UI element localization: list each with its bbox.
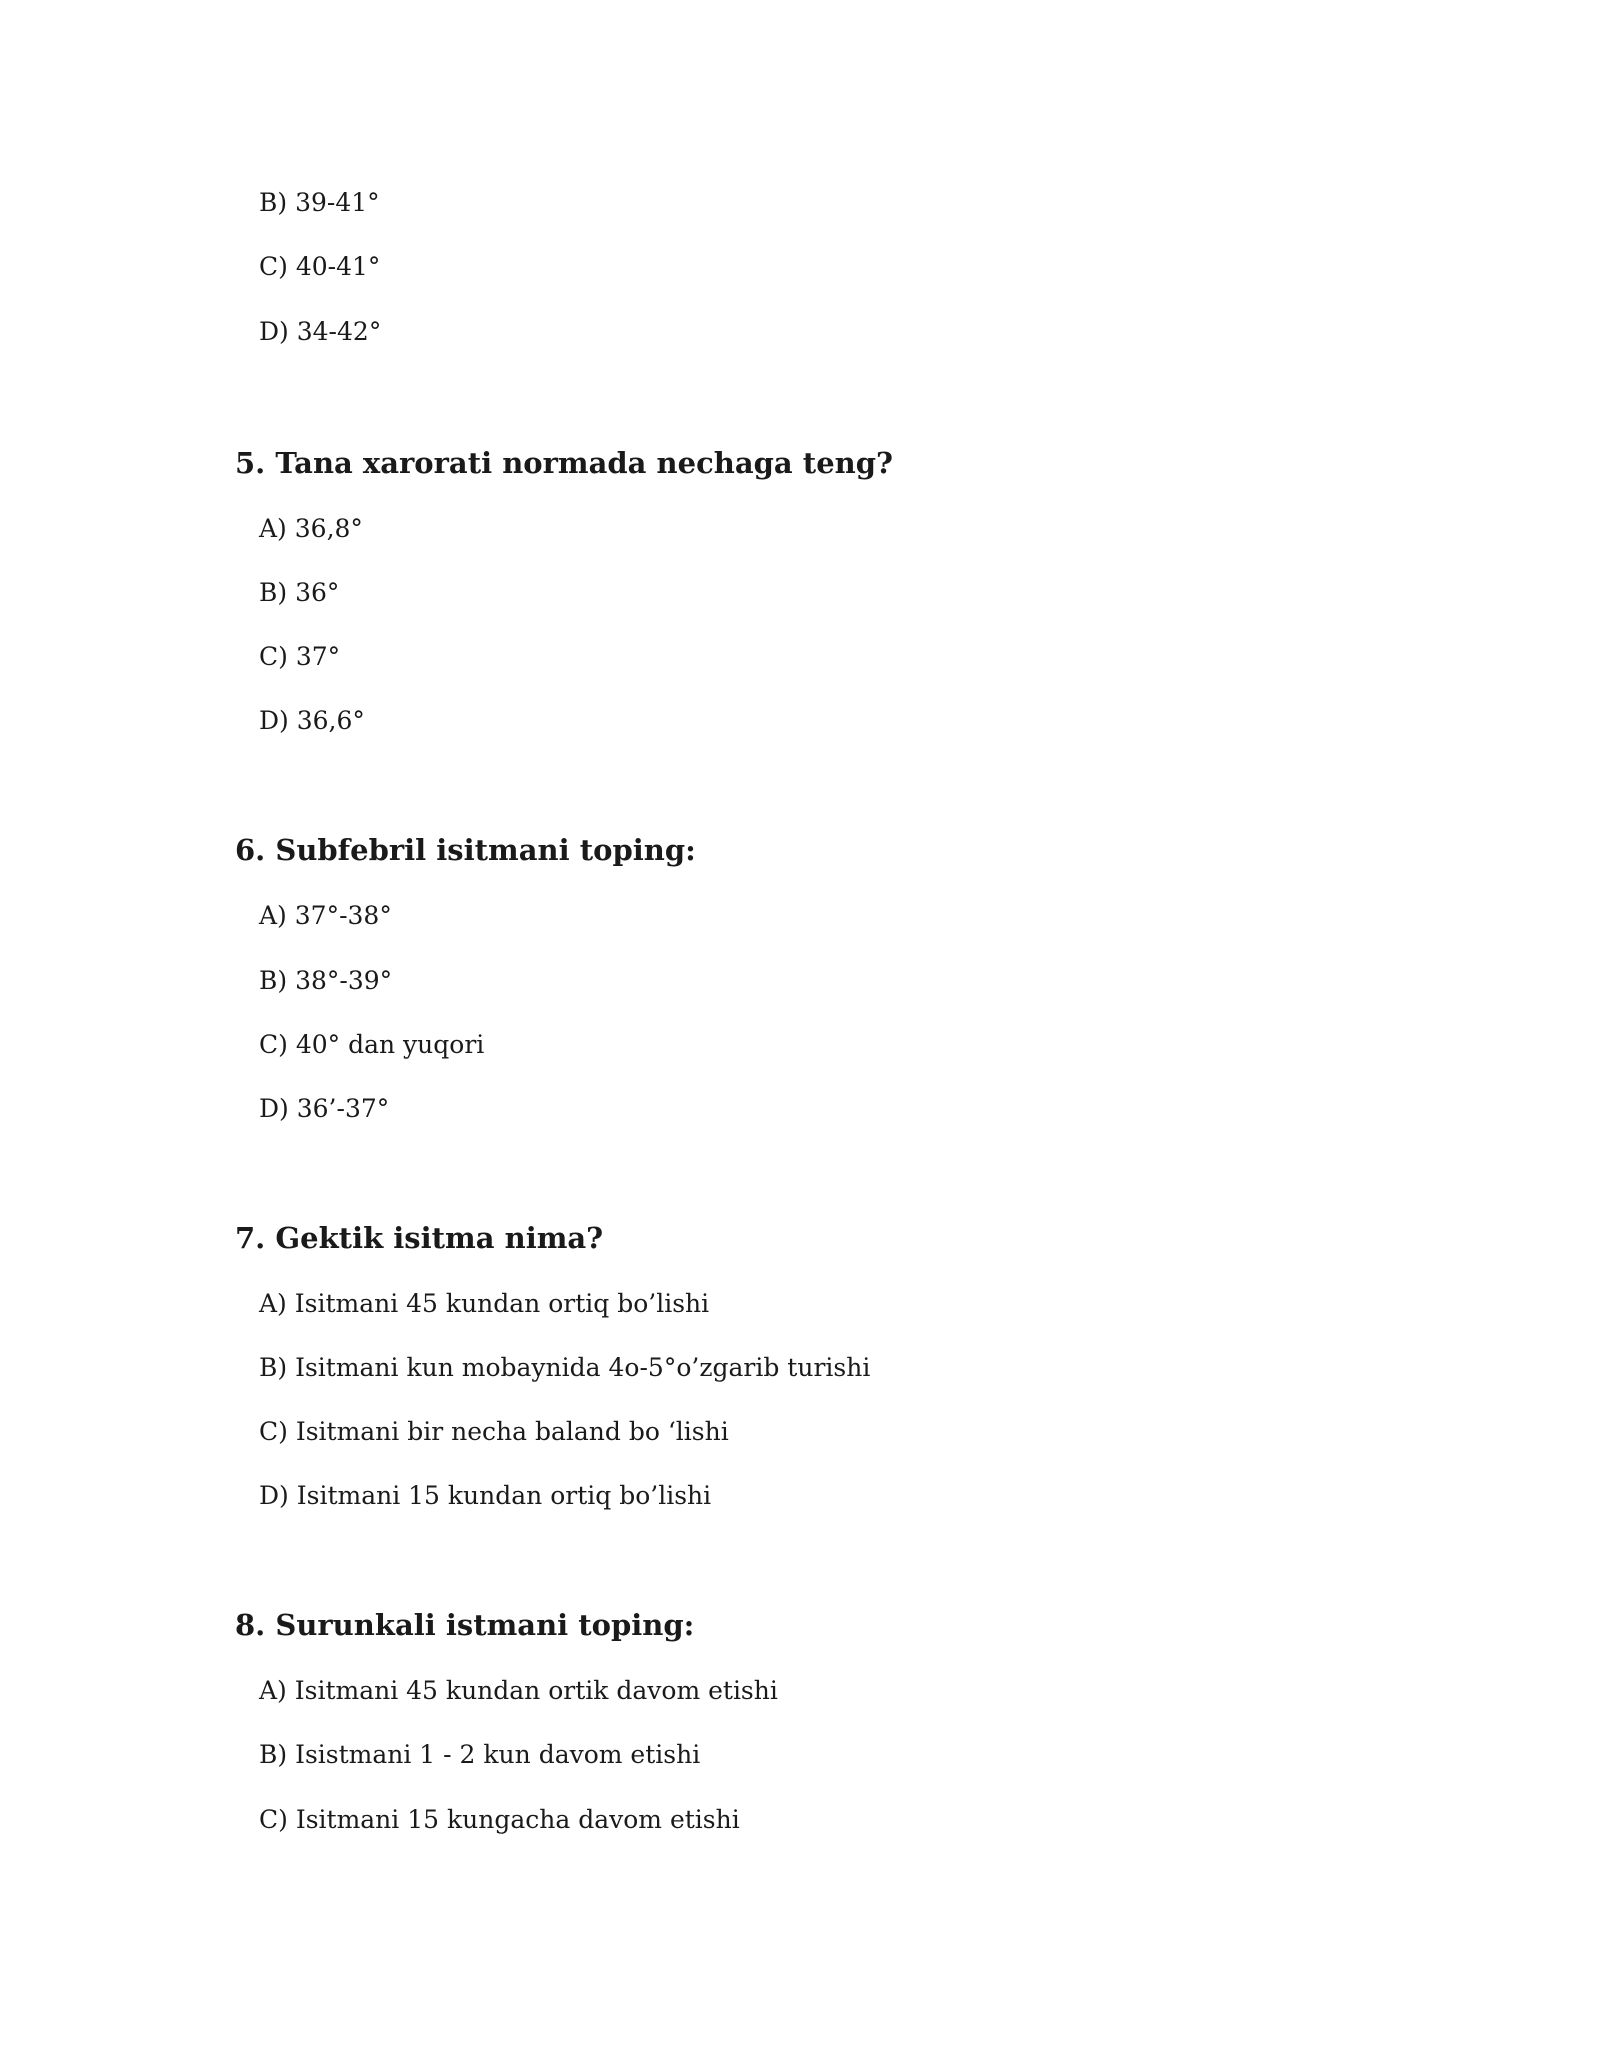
question-8-title: 8. Surunkali istmani toping:: [235, 1608, 695, 1642]
option-8-b: B) Isistmani 1 - 2 kun davom etishi: [259, 1740, 701, 1769]
option-6-d: D) 36’-37°: [259, 1094, 390, 1123]
option-5-c: C) 37°: [259, 642, 341, 671]
option-5-b: B) 36°: [259, 578, 340, 607]
option-8-c: C) Isitmani 15 kungacha davom etishi: [259, 1805, 740, 1834]
option-5-a: A) 36,8°: [259, 514, 363, 543]
option-6-c: C) 40° dan yuqori: [259, 1030, 485, 1059]
question-5-title: 5. Tana xarorati normada nechaga teng?: [235, 446, 893, 480]
option-4-d: D) 34-42°: [259, 317, 382, 346]
option-7-b: B) Isitmani kun mobaynida 4o-5°o’zgarib turishi: [259, 1353, 871, 1382]
option-4-c: C) 40-41°: [259, 252, 381, 281]
option-7-a: A) Isitmani 45 kundan ortiq bo’lishi: [259, 1289, 710, 1318]
option-5-d: D) 36,6°: [259, 706, 365, 735]
option-6-a: A) 37°-38°: [259, 901, 392, 930]
option-6-b: B) 38°-39°: [259, 966, 393, 995]
option-4-b: B) 39-41°: [259, 188, 380, 217]
option-8-a: A) Isitmani 45 kundan ortik davom etishi: [259, 1676, 778, 1705]
question-6-title: 6. Subfebril isitmani toping:: [235, 833, 696, 867]
question-7-title: 7. Gektik isitma nima?: [235, 1221, 604, 1255]
option-7-d: D) Isitmani 15 kundan ortiq bo’lishi: [259, 1481, 712, 1510]
option-7-c: C) Isitmani bir necha baland bo ‘lishi: [259, 1417, 729, 1446]
